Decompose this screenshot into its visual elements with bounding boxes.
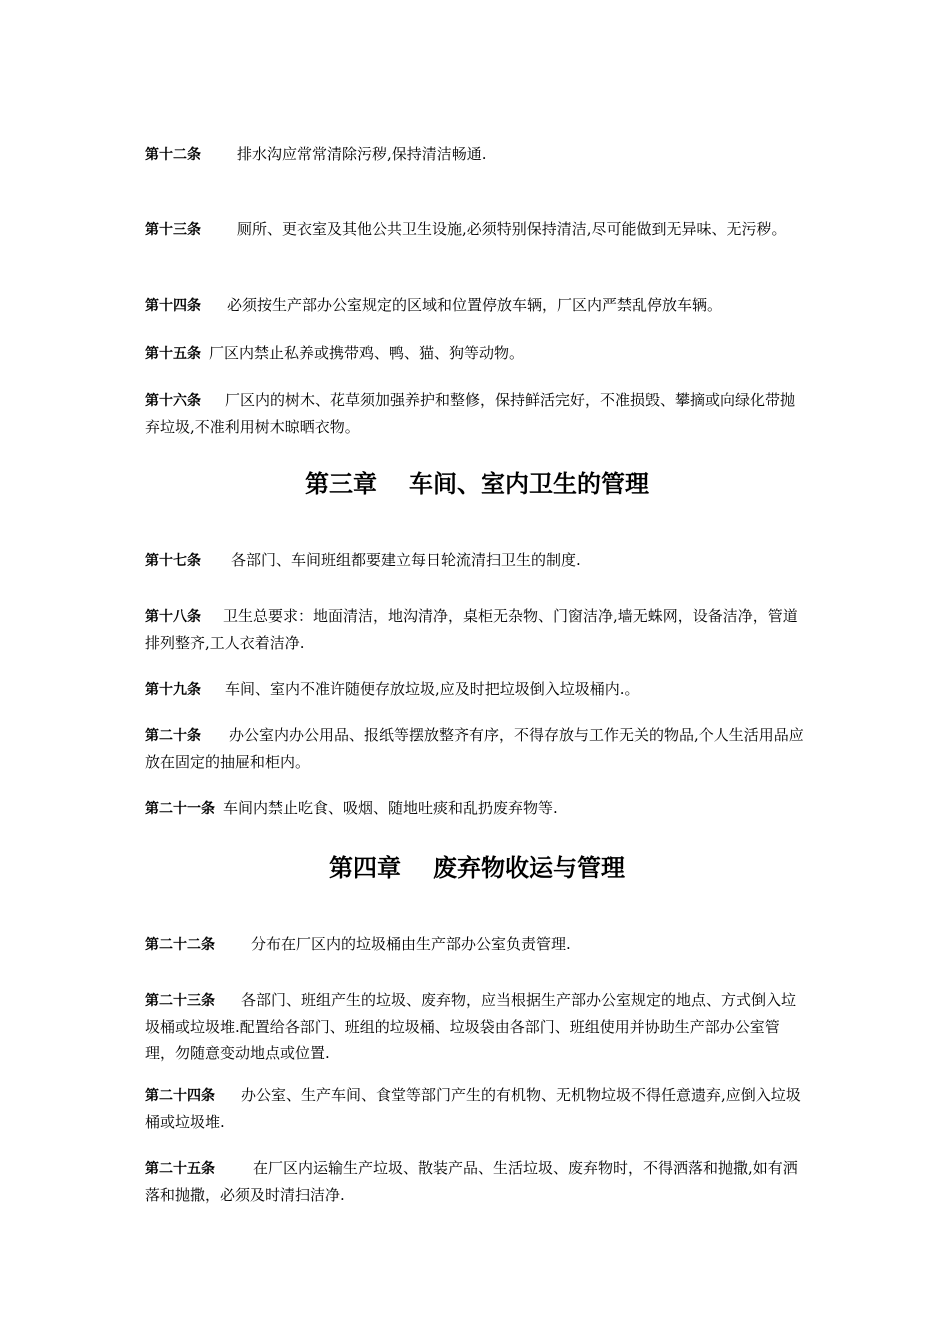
chapter-number: 第四章 bbox=[329, 854, 401, 882]
article-number: 第十五条 bbox=[145, 346, 201, 362]
chapter-title: 废弃物收运与管理 bbox=[433, 854, 625, 882]
article-16 bbox=[145, 387, 809, 440]
article-text: 分布在厂区内的垃圾桶由生产部办公室负责管理. bbox=[251, 935, 571, 953]
article-number: 第十四条 bbox=[145, 298, 201, 314]
article-number: 第二十二条 bbox=[145, 937, 215, 953]
article-number: 第十九条 bbox=[145, 682, 201, 698]
article-text: 在厂区内运输生产垃圾、散装产品、生活垃圾、废弃物时，不得洒落和抛撒,如有洒落和抛撒，必须及时清扫洁净. bbox=[145, 1159, 798, 1204]
article-text: 车间内禁止吃食、吸烟、随地吐痰和乱扔废弃物等. bbox=[223, 799, 558, 817]
article-number: 第十二条 bbox=[145, 147, 201, 163]
article-number: 第十八条 bbox=[145, 609, 201, 625]
article-23 bbox=[145, 987, 809, 1066]
article-text: 各部门、车间班组都要建立每日轮流清扫卫生的制度. bbox=[231, 551, 581, 569]
article-text: 厂区内禁止私养或携带鸡、鸭、猫、狗等动物。 bbox=[209, 344, 525, 362]
article-17 bbox=[145, 547, 809, 574]
article-text: 卫生总要求：地面清洁，地沟清净，桌柜无杂物、门窗洁净,墙无蛛网，设备洁净，管道排列整齐,工人衣着洁净. bbox=[145, 607, 798, 652]
article-12 bbox=[145, 141, 809, 168]
article-21 bbox=[145, 795, 809, 822]
article-15 bbox=[145, 340, 809, 367]
article-number: 第十三条 bbox=[145, 222, 201, 238]
article-text: 厕所、更衣室及其他公共卫生设施,必须特别保持清洁,尽可能做到无异味、无污秽。 bbox=[237, 220, 787, 238]
chapter-title: 车间、室内卫生的管理 bbox=[409, 470, 649, 498]
article-24 bbox=[145, 1082, 809, 1135]
article-14 bbox=[145, 292, 809, 319]
article-number: 第二十三条 bbox=[145, 993, 215, 1009]
article-number: 第二十一条 bbox=[145, 801, 215, 817]
article-number: 第十六条 bbox=[145, 393, 201, 409]
article-text: 厂区内的树木、花草须加强养护和整修，保持鲜活完好，不准损毁、攀摘或向绿化带抛弃垃圾,不准利用树木晾晒衣物。 bbox=[145, 391, 796, 436]
article-number: 第二十四条 bbox=[145, 1088, 215, 1104]
article-number: 第二十条 bbox=[145, 728, 201, 744]
article-text: 各部门、班组产生的垃圾、废弃物，应当根据生产部办公室规定的地点、方式倒入垃圾桶或垃圾堆.配置给各部门、班组的垃圾桶、垃圾袋由各部门、班组使用并协助生产部办公室管理，勿随意变动地点或位置. bbox=[145, 991, 797, 1062]
article-text: 车间、室内不准许随便存放垃圾,应及时把垃圾倒入垃圾桶内.。 bbox=[225, 680, 640, 698]
article-text: 办公室内办公用品、报纸等摆放整齐有序，不得存放与工作无关的物品,个人生活用品应放在固定的抽屉和柜内。 bbox=[145, 726, 804, 771]
chapter-heading-3 bbox=[145, 468, 809, 500]
article-text: 办公室、生产车间、食堂等部门产生的有机物、无机物垃圾不得任意遗弃,应倒入垃圾桶或垃圾堆. bbox=[145, 1086, 801, 1131]
article-18 bbox=[145, 603, 809, 656]
chapter-number: 第三章 bbox=[305, 470, 377, 498]
article-19 bbox=[145, 676, 809, 703]
article-20 bbox=[145, 722, 809, 775]
article-25 bbox=[145, 1155, 809, 1208]
article-22 bbox=[145, 931, 809, 958]
article-text: 排水沟应常常清除污秽,保持清洁畅通. bbox=[237, 145, 487, 163]
article-number: 第二十五条 bbox=[145, 1161, 215, 1177]
article-13 bbox=[145, 212, 809, 247]
article-text: 必须按生产部办公室规定的区域和位置停放车辆，厂区内严禁乱停放车辆。 bbox=[227, 296, 723, 314]
chapter-heading-4 bbox=[145, 852, 809, 884]
article-number: 第十七条 bbox=[145, 553, 201, 569]
